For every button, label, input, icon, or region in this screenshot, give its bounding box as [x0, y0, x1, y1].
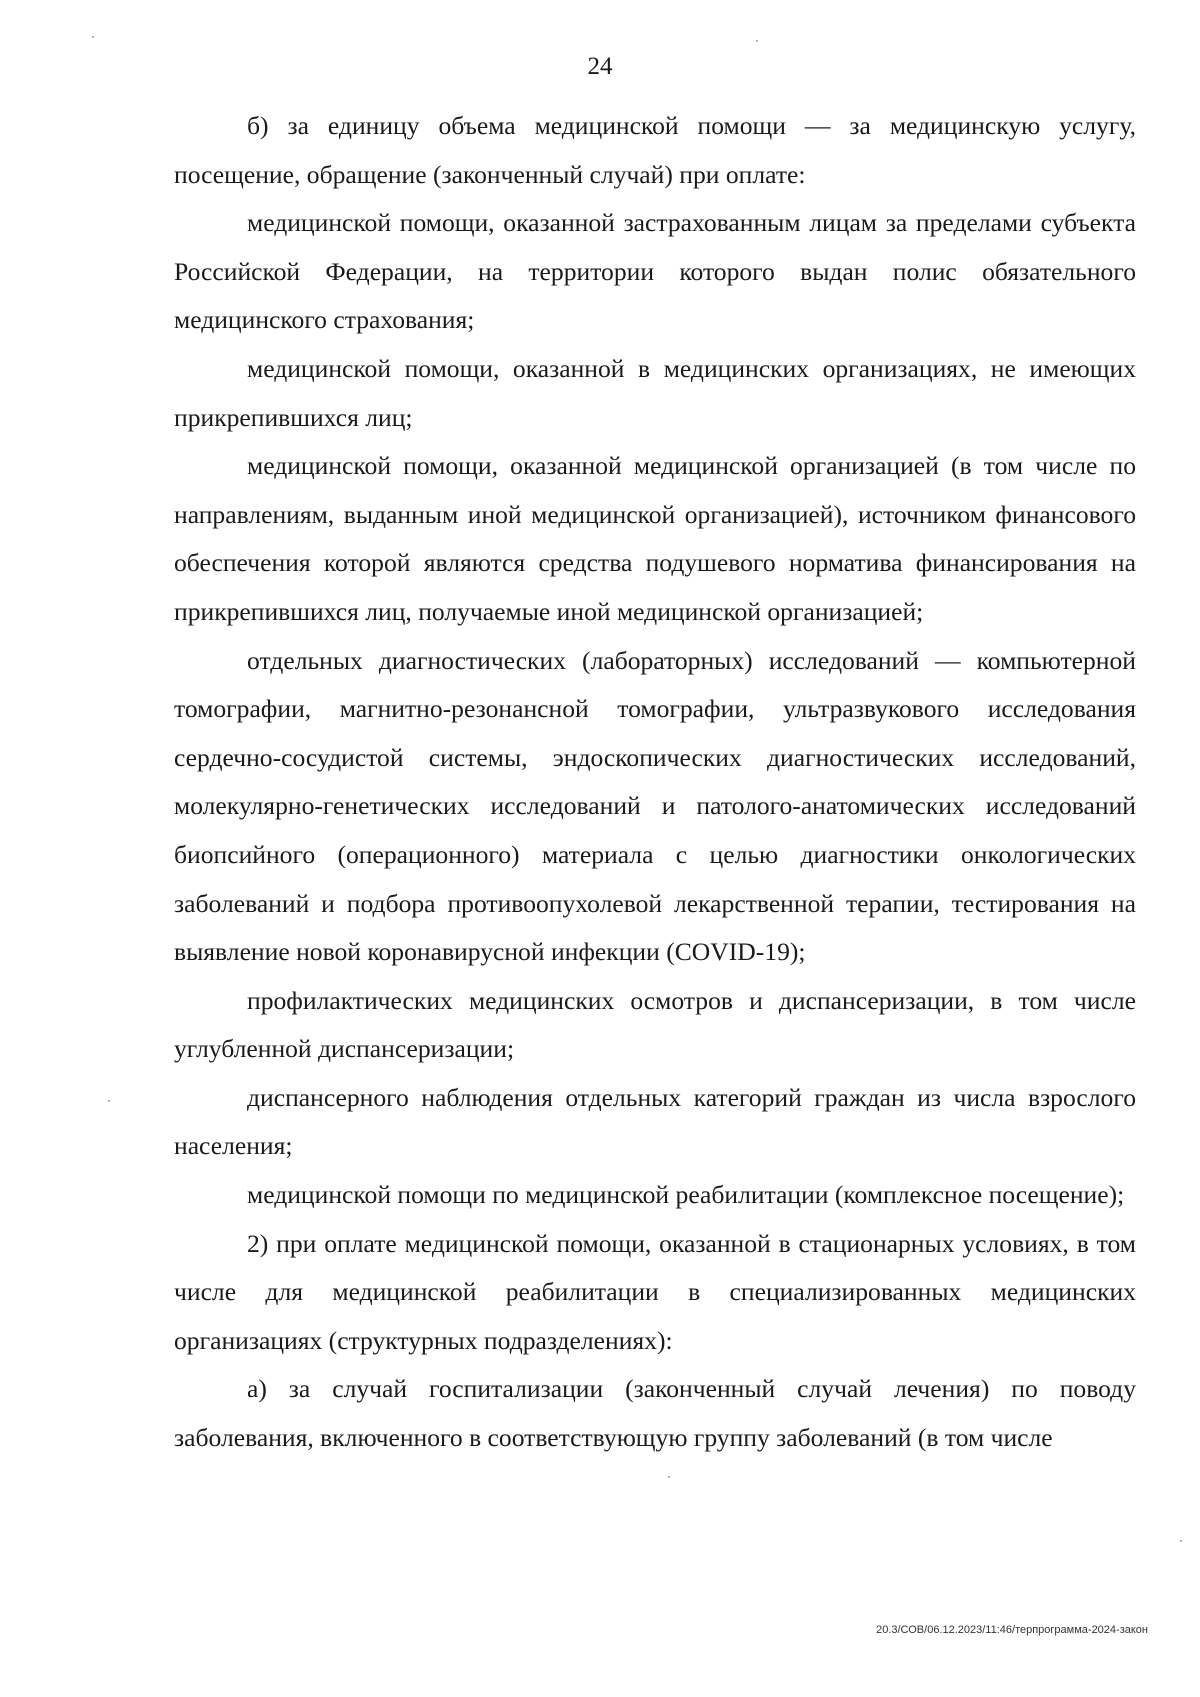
- scan-speck: [756, 40, 758, 42]
- paragraph-preventive-exams: профилактических медицинских осмотров и диспансеризации, в том числе углубленной диспансеризации;: [174, 985, 1136, 1064]
- paragraph-inpatient: 2) при оплате медицинской помощи, оказанной в стационарных условиях, в том числе для медицинской реабилитации в специализированных медицинских организациях (структурных подразделениях):: [174, 1228, 1136, 1355]
- paragraph-rehabilitation: медицинской помощи по медицинской реабилитации (комплексное посещение);: [247, 1180, 1125, 1210]
- paragraph-referrals: медицинской помощи, оказанной медицинской организацией (в том числе по направлениям, выданным иной медицинской организацией), источником финансового обеспечения которой являются средства подушевого норматива финансирования на прикрепившихся лиц, получаемые иной медицинской организацией;: [174, 451, 1136, 626]
- paragraph-dispensary: диспансерного наблюдения отдельных категорий граждан из числа взрослого населения;: [174, 1082, 1136, 1161]
- body-text: [174, 102, 1136, 1463]
- paragraph-diagnostics: отдельных диагностических (лабораторных) исследований — компьютерной томографии, магнитно-резонансной томографии, ультразвукового исследования сердечно-сосудистой системы, эндоскопических диагностических исследований, молекулярно-генетических исследований и патолого-анатомических исследований биопсийного (операционного) материала с целью диагностики онкологических заболеваний и подбора противоопухолевой лекарственной терапии, тестирования на выявление новой коронавирусной инфекции (COVID-19);: [174, 645, 1136, 967]
- page-number: 24: [587, 53, 613, 80]
- paragraph-hospitalization: а) за случай госпитализации (законченный случай лечения) по поводу заболевания, включенного в соответствующую группу заболеваний (в том числе: [174, 1374, 1136, 1453]
- document-footer-code: 20.3/СОВ/06.12.2023/11:46/терпрограмма-2024-закон: [876, 1624, 1148, 1636]
- scan-speck: [668, 1476, 670, 1478]
- scan-speck: [1180, 1540, 1182, 1542]
- scan-speck: [92, 36, 94, 38]
- paragraph-payment-per-unit: б) за единицу объема медицинской помощи — за медицинскую услугу, посещение, обращение (законченный случай) при оплате:: [174, 111, 1136, 189]
- paragraph-outside-region: медицинской помощи, оказанной застрахованным лицам за пределами субъекта Российской Федерации, на территории которого выдан полис обязательного медицинского страхования;: [174, 208, 1136, 335]
- paragraph-no-attached: медицинской помощи, оказанной в медицинских организациях, не имеющих прикрепившихся лиц;: [174, 353, 1136, 432]
- scan-speck: [108, 1100, 110, 1102]
